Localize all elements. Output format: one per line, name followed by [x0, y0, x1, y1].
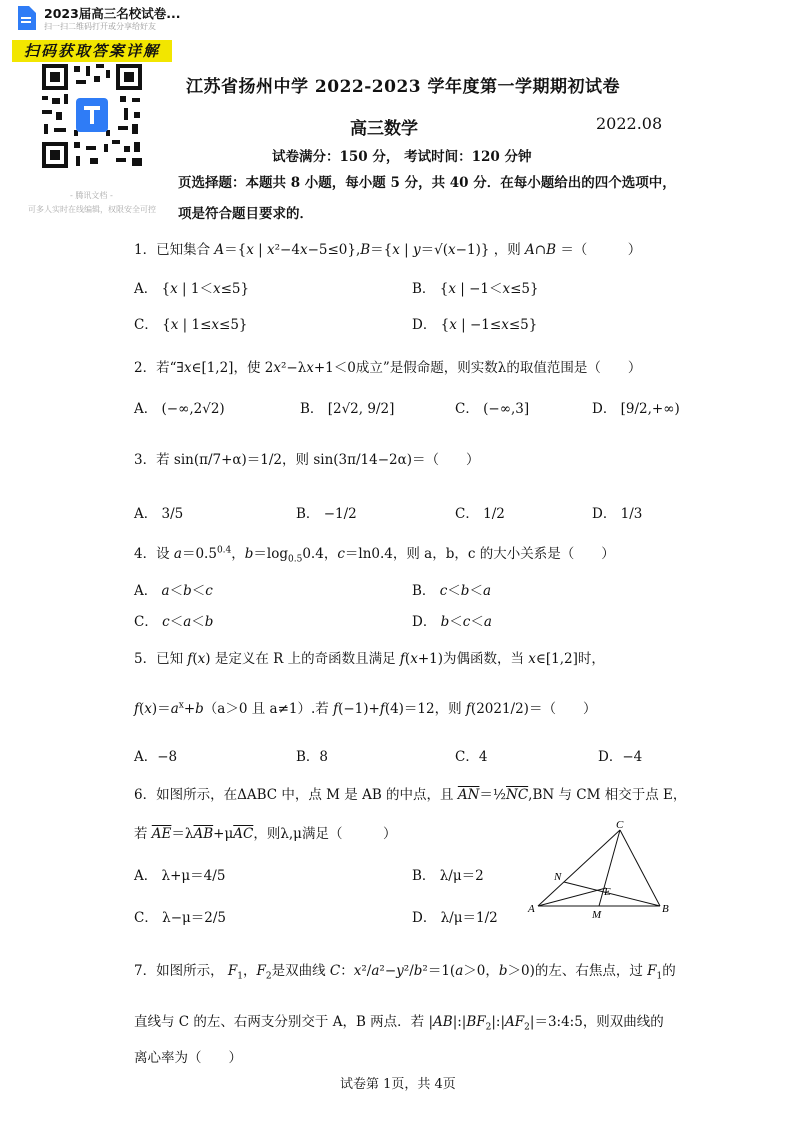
question-2: 2．若“∃x∈[1,2]，使 2x²−λx+1＜0成立”是假命题，则实数λ的取值范围是（ ） — [134, 360, 642, 376]
question-4: 4．设 $a=0.5^{0.4}$，$b=\log_{0.5}0.4$，c＝ln0.4，则 a，b，c 的大小关系是（ ） — [134, 545, 615, 565]
exam-date: 2022.08 — [596, 114, 663, 133]
share-subtitle: 扫一扫二维码打开或分享给好友 — [44, 22, 156, 31]
qr-caption-detail: 可多人实时在线编辑，权限安全可控 — [28, 205, 156, 214]
scan-banner: 扫码获取答案详解 — [12, 40, 172, 62]
q2-option-a[interactable]: A． (−∞,2√2) — [134, 401, 225, 417]
question-7: 7．如图所示， $F_1$，$F_2$是双曲线 C：x²/a²−y²/b²＝1(a＞0，b＞0)的左、右焦点，过 $F_1$的 — [134, 963, 676, 982]
vertex-e-label: E — [604, 886, 611, 898]
q5-option-b[interactable]: B．8 — [296, 749, 329, 765]
q1-stem-b: ，则 — [493, 242, 521, 258]
q2-option-d[interactable]: D． [9/2,+∞) — [592, 401, 680, 417]
vertex-m-label: M — [592, 909, 602, 921]
q1-option-d[interactable]: D． {x | −1≤x≤5} — [412, 317, 538, 333]
question-5: 5．已知 f(x) 是定义在 R 上的奇函数且满足 f(x+1)为偶函数，当 x∈[1,2]时， — [134, 651, 605, 667]
q3-option-c[interactable]: C． 1/2 — [455, 506, 505, 522]
section-instructions-cont: 项是符合题目要求的． — [178, 206, 313, 222]
q1-stem: 1．已知集合 — [134, 242, 211, 258]
vertex-b-label: B — [662, 903, 669, 915]
question-3: 3．若 sin(π/7+α)＝1/2，则 sin(3π/14−2α)＝（ ） — [134, 452, 480, 468]
q3-option-d[interactable]: D． 1/3 — [592, 506, 643, 522]
q5-option-c[interactable]: C．4 — [455, 749, 488, 765]
document-icon — [16, 6, 36, 30]
vertex-c-label: C — [616, 819, 624, 831]
q6-option-d[interactable]: D． λ/μ＝1/2 — [412, 910, 498, 926]
question-1: 1．已知集合 A＝{x | x²−4x−5≤0},B＝{x | y＝√(x−1)} ，则 A∩B ＝（ ） — [134, 242, 642, 258]
vertex-a-label: A — [528, 903, 535, 915]
question-6: 6．如图所示，在ΔABC 中，点 M 是 AB 的中点，且 $\overline{AN}=\frac{1}{2}\overline{NC},BN$ 与 CM 相交于点 E， — [134, 787, 687, 803]
q4-option-b[interactable]: B． c＜b＜a — [412, 583, 491, 599]
qr-caption: - 腾讯文档 - — [70, 191, 113, 200]
qr-code[interactable] — [40, 62, 144, 170]
q4-option-c[interactable]: C． c＜a＜b — [134, 614, 214, 630]
q1-option-b[interactable]: B． {x | −1＜x≤5} — [412, 281, 539, 297]
vertex-n-label: N — [554, 871, 562, 883]
question-6-line2: 若 $\overline{AE}=\lambda\overline{AB}+\mu\overline{AC}$，则λ,μ满足（ ） — [134, 826, 397, 842]
q5-option-d[interactable]: D．−4 — [598, 749, 643, 765]
question-5-line2: $f(x)=a^x+b(a>0$ 且 a≠1）.若 f(−1)+f(4)＝12，则 f(2021/2)＝（ ） — [134, 700, 597, 717]
q1-bracket: ＝（ ） — [560, 242, 642, 258]
share-title[interactable]: 2023届高三名校试卷... — [44, 6, 181, 21]
question-7-line3: 离心率为（ ） — [134, 1050, 242, 1066]
q5-option-a[interactable]: A．−8 — [134, 749, 178, 765]
q3-option-a[interactable]: A． 3/5 — [134, 506, 184, 522]
page-footer: 试卷第 1页，共 4页 — [340, 1077, 456, 1092]
question-7-line2: 直线与 C 的左、右两支分别交于 A，B 两点．若 $|AB|:|BF_2|:|AF_2|=3:4:5$，则双曲线的 — [134, 1014, 664, 1033]
exam-subject: 高三数学 — [350, 119, 418, 139]
q6-option-c[interactable]: C． λ−μ＝2/5 — [134, 910, 227, 926]
section-instructions: 页选择题：本题共 8 小题，每小题 5 分，共 40 分．在每小题给出的四个选项中， — [178, 175, 676, 191]
q4-option-a[interactable]: A． a＜b＜c — [134, 583, 213, 599]
q4-option-d[interactable]: D． b＜c＜a — [412, 614, 492, 630]
q6-option-a[interactable]: A． λ+μ＝4/5 — [134, 868, 226, 884]
exam-info: 试卷满分：150 分， 考试时间：120 分钟 — [272, 149, 532, 165]
q2-option-c[interactable]: C． (−∞,3] — [455, 401, 530, 417]
exam-title: 江苏省扬州中学 2022-2023 学年度第一学期期初试卷 — [186, 77, 621, 97]
q6-option-b[interactable]: B． λ/μ＝2 — [412, 868, 484, 884]
q2-option-b[interactable]: B． [2√2, 9/2] — [300, 401, 395, 417]
q1-option-a[interactable]: A． {x | 1＜x≤5} — [134, 281, 250, 297]
q3-option-b[interactable]: B． −1/2 — [296, 506, 357, 522]
q1-option-c[interactable]: C． {x | 1≤x≤5} — [134, 317, 248, 333]
triangle-figure — [524, 818, 678, 922]
